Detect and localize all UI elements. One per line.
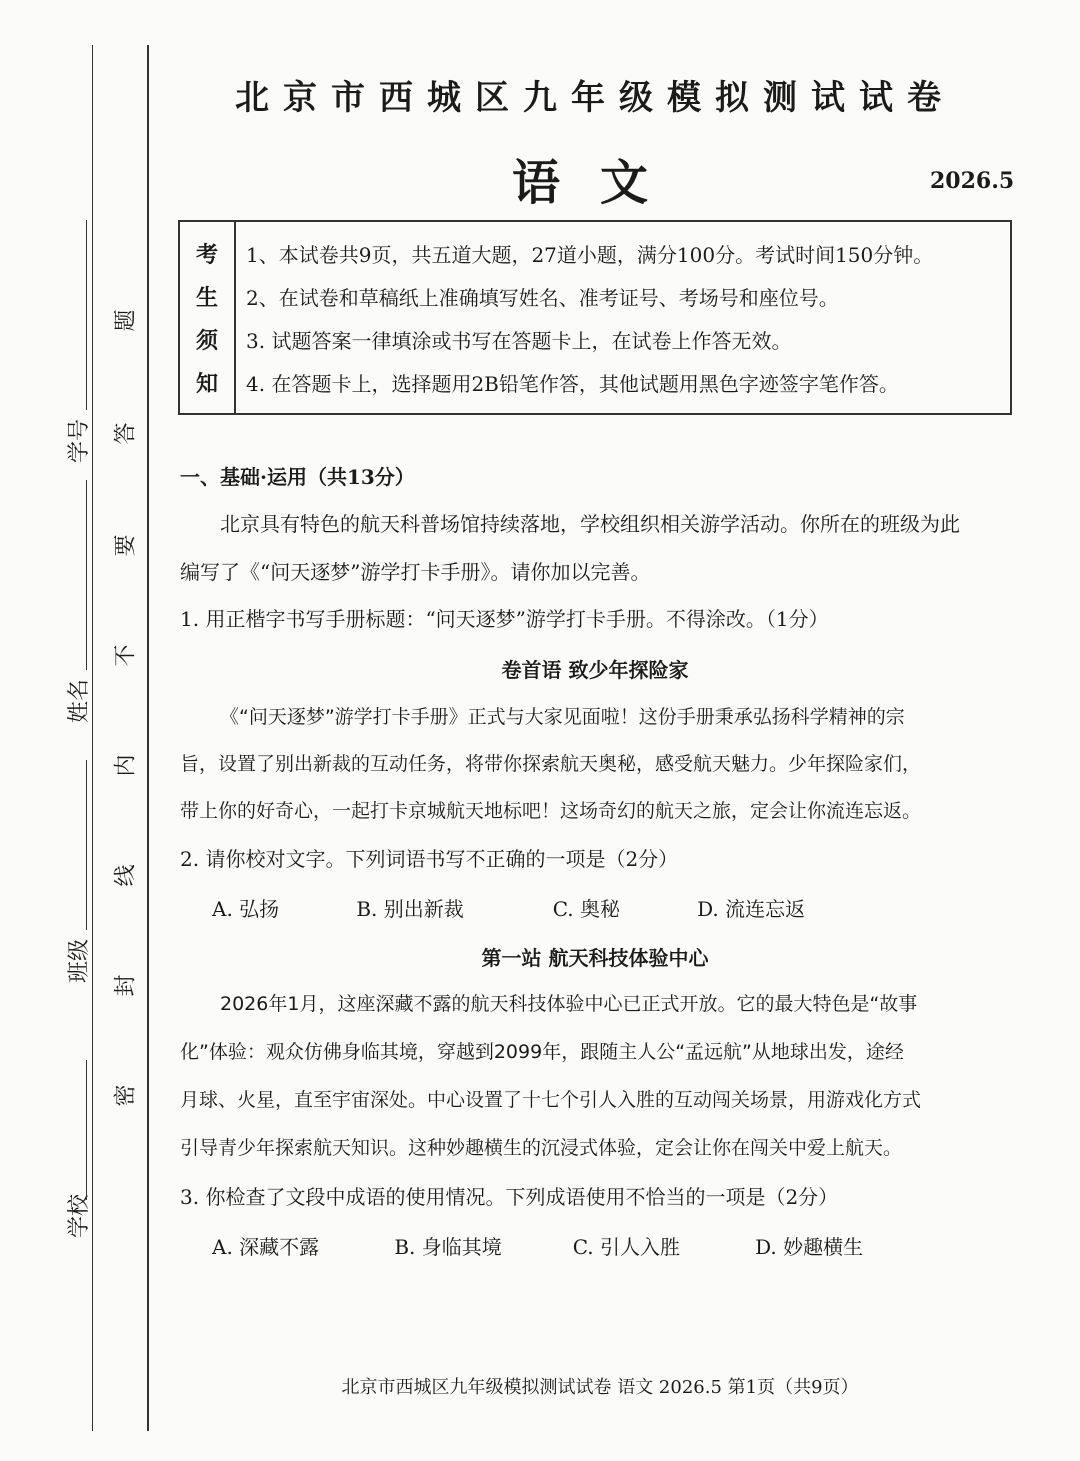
question-3: 3. 你检查了文段中成语的使用情况。下列成语使用不恰当的一项是（2分） (180, 1185, 839, 1209)
notice-head-char: 须 (195, 328, 218, 354)
field-label-name: 姓名 (67, 678, 93, 724)
preface-title: 卷首语 致少年探险家 (501, 658, 689, 682)
option-c[interactable]: C. 奥秘 (552, 897, 621, 921)
seal-char: 密 (113, 1084, 139, 1107)
seal-char: 要 (113, 534, 139, 557)
station1-title: 第一站 航天科技体验中心 (481, 946, 709, 970)
seal-char: 线 (113, 864, 139, 887)
section-heading: 一、基础·运用（共13分） (180, 465, 415, 489)
seal-char: 不 (113, 644, 139, 667)
question-2: 2. 请你校对文字。下列词语书写不正确的一项是（2分） (180, 847, 679, 871)
notice-item: 2、在试卷和草稿纸上准确填写姓名、准考证号、考场号和座位号。 (246, 286, 839, 310)
station1-line: 2026年1月，这座深藏不露的航天科技体验中心已正式开放。它的最大特色是“故事 (220, 993, 918, 1015)
station1-line: 月球、火星，直至宇宙深处。中心设置了十七个引人入胜的互动闯关场景，用游戏化方式 (180, 1089, 922, 1111)
subject-title: 语文 (511, 155, 688, 211)
page-footer: 北京市西城区九年级模拟测试试卷 语文 2026.5 第1页（共9页） (341, 1377, 859, 1398)
candidate-notice-box (178, 220, 1012, 415)
option-a[interactable]: A. 深藏不露 (212, 1235, 320, 1259)
field-line-school[interactable] (86, 1060, 87, 1200)
exam-date: 2026.5 (930, 168, 1015, 194)
seal-char: 封 (113, 974, 139, 997)
notice-item: 1、本试卷共9页，共五道大题，27道小题，满分100分。考试时间150分钟。 (246, 243, 934, 267)
seal-char: 题 (113, 309, 139, 332)
intro-line: 北京具有特色的航天科普场馆持续落地，学校组织相关游学活动。你所在的班级为此 (220, 512, 960, 536)
station1-line: 化”体验：观众仿佛身临其境，穿越到2099年，跟随主人公“孟远航”从地球出发，途经 (180, 1041, 904, 1063)
question-1: 1. 用正楷字书写手册标题：“问天逐梦”游学打卡手册。不得涂改。（1分） (180, 607, 829, 631)
question-3-options (212, 1231, 863, 1260)
question-2-options (212, 893, 805, 922)
field-line-name[interactable] (86, 480, 87, 670)
option-d[interactable]: D. 妙趣横生 (755, 1235, 864, 1259)
seal-char: 答 (113, 422, 139, 445)
binding-line-outer (92, 45, 93, 1431)
field-line-id[interactable] (86, 220, 87, 410)
notice-head-char: 考 (195, 242, 218, 268)
exam-title: 北京市西城区九年级模拟测试试卷 (235, 78, 955, 118)
notice-items (246, 234, 1002, 406)
preface-line: 《“问天逐梦”游学打卡手册》正式与大家见面啦！这份手册秉承弘扬科学精神的宗 (220, 706, 905, 728)
seal-char: 内 (113, 754, 139, 777)
option-c[interactable]: C. 引人入胜 (572, 1235, 681, 1259)
option-b[interactable]: B. 身临其境 (394, 1235, 502, 1259)
notice-head-char: 知 (195, 371, 218, 397)
notice-item: 4. 在答题卡上，选择题用2B铅笔作答，其他试题用黑色字迹签字笔作答。 (246, 372, 899, 396)
preface-line: 带上你的好奇心，一起打卡京城航天地标吧！这场奇幻的航天之旅，定会让你流连忘返。 (180, 800, 922, 822)
field-label-school: 学校 (67, 1193, 93, 1239)
option-a[interactable]: A. 弘扬 (212, 897, 280, 921)
notice-item: 3. 试题答案一律填涂或书写在答题卡上，在试卷上作答无效。 (246, 329, 792, 353)
preface-line: 旨，设置了别出新裁的互动任务，将带你探索航天奥秘，感受航天魅力。少年探险家们， (180, 753, 922, 775)
intro-line: 编写了《“问天逐梦”游学打卡手册》。请你加以完善。 (180, 560, 651, 584)
option-d[interactable]: D. 流连忘返 (697, 897, 806, 921)
option-b[interactable]: B. 别出新裁 (356, 897, 464, 921)
binding-line-inner (147, 45, 149, 1431)
field-label-class: 班级 (67, 938, 93, 984)
notice-head-char: 生 (195, 285, 218, 311)
station1-line: 引导青少年探索航天知识。这种妙趣横生的沉浸式体验，定会让你在闯关中爱上航天。 (180, 1137, 903, 1159)
notice-heading (180, 222, 236, 413)
field-label-id: 学号 (67, 418, 93, 464)
field-line-class[interactable] (86, 760, 87, 930)
